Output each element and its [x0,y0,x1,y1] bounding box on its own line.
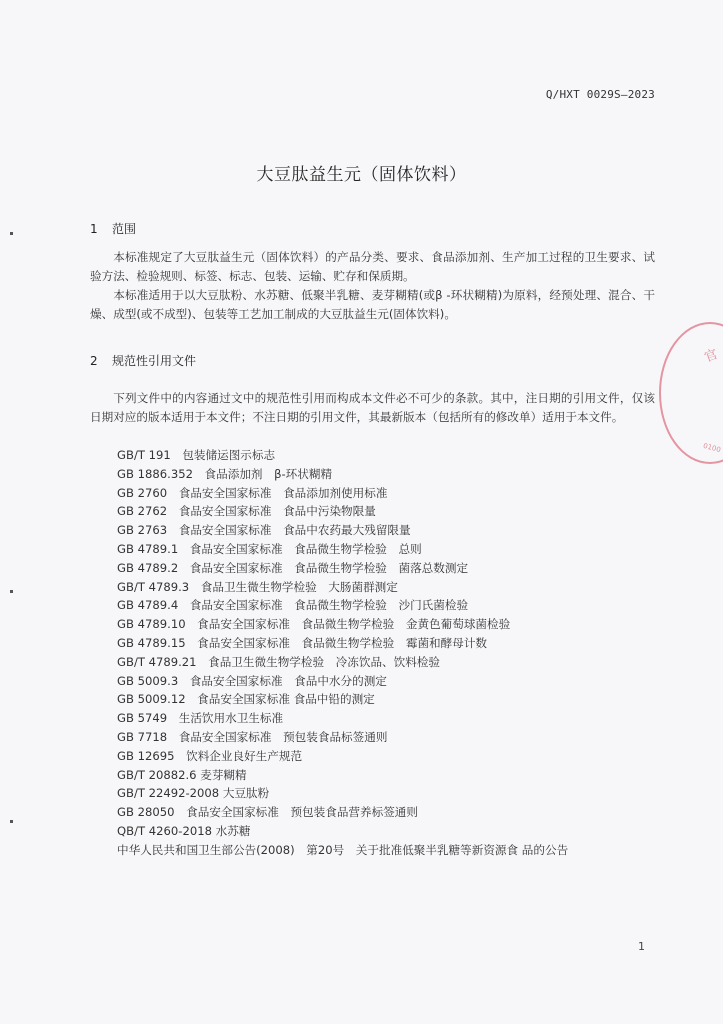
section-title: 规范性引用文件 [112,354,197,368]
reference-item: GB/T 191 包装储运图示标志 [117,448,276,462]
reference-item: GB 2762 食品安全国家标准 食品中污染物限量 [117,504,376,519]
scan-speck [10,820,13,823]
reference-item: GB 4789.1 食品安全国家标准 食品微生物学检验 总则 [117,541,422,556]
reference-item: 中华人民共和国卫生部公告(2008) 第20号 关于批准低聚半乳糖等新资源食 品的公告 [117,842,569,857]
reference-item: GB 28050 食品安全国家标准 预包装食品营养标签通则 [117,805,418,820]
section-number: 2 [90,354,98,368]
reference-item: GB 12695 饮料企业良好生产规范 [117,748,303,763]
reference-item: GB 5009.12 食品安全国家标准 食品中铅的测定 [117,692,375,707]
section-1-paragraph-1: 本标准规定了大豆肽益生元（固体饮料）的产品分类、要求、食品添加剂、生产加工过程的卫生要求、试验方法、检验规则、标签、标志、包装、运输、贮存和保质期。 [90,250,655,283]
reference-item: GB 4789.10 食品安全国家标准 食品微生物学检验 金黄色葡萄球菌检验 [117,617,511,632]
reference-item: GB 4789.2 食品安全国家标准 食品微生物学检验 菌落总数测定 [117,560,469,575]
page-number: 1 [638,940,645,953]
seal-stamp-text: 官 [702,347,720,366]
reference-item: GB 7718 食品安全国家标准 预包装食品标签通则 [117,729,388,744]
reference-item: GB/T 4789.3 食品卫生微生物学检验 大肠菌群测定 [117,579,398,594]
reference-item: GB 2760 食品安全国家标准 食品添加剂使用标准 [117,485,388,500]
scan-speck [10,590,13,593]
reference-item: GB/T 20882.6 麦芽糊精 [117,767,247,782]
reference-item: GB/T 4789.21 食品卫生微生物学检验 冷冻饮品、饮料检验 [117,654,441,669]
reference-item: GB 4789.15 食品安全国家标准 食品微生物学检验 霉菌和酵母计数 [117,635,488,650]
seal-stamp-code: 0100 [702,441,722,455]
reference-item: GB 5749 生活饮用水卫生标准 [117,711,284,726]
reference-item: GB 2763 食品安全国家标准 食品中农药最大残留限量 [117,523,411,538]
reference-item: GB 5009.3 食品安全国家标准 食品中水分的测定 [117,673,387,688]
section-1-paragraph-2: 本标准适用于以大豆肽粉、水苏糖、低聚半乳糖、麦芽糊精(或β -环状糊精)为原料，经预处理、混合、干燥、成型(或不成型)、包装等工艺加工制成的大豆肽益生元(固体饮料)。 [90,288,655,321]
section-number: 1 [90,222,98,236]
scan-speck [10,232,13,235]
reference-item: GB/T 22492-2008 大豆肽粉 [117,786,270,801]
normative-references-list [117,446,568,860]
reference-item: GB 4789.4 食品安全国家标准 食品微生物学检验 沙门氏菌检验 [117,598,469,613]
standard-code: Q/HXT 0029S—2023 [545,88,655,101]
section-2-heading [90,352,196,369]
reference-item: GB 1886.352 食品添加剂 β-环状糊精 [117,466,333,481]
section-title: 范围 [112,222,137,236]
document-title: 大豆肽益生元（固体饮料） [256,165,467,185]
section-2-paragraph-1: 下列文件中的内容通过文中的规范性引用而构成本文件必不可少的条款。其中，注日期的引用文件，仅该日期对应的版本适用于本文件；不注日期的引用文件，其最新版本（包括所有的修改单）适用于本文件。 [90,391,655,424]
section-1-heading [90,220,136,237]
reference-item: QB/T 4260-2018 水苏糖 [117,823,251,838]
